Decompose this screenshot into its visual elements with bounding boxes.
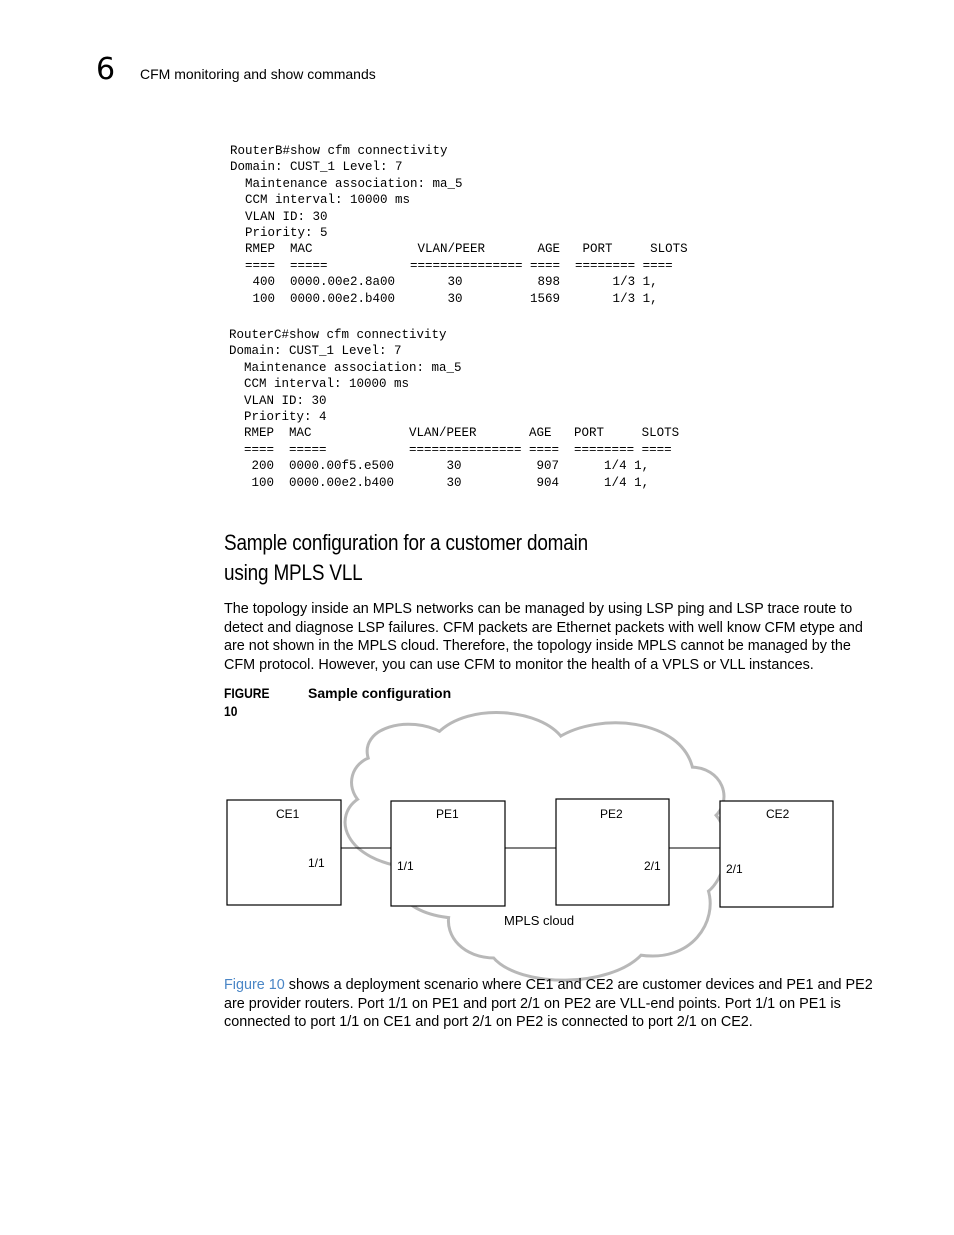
node-pe2-label: PE2 xyxy=(600,807,623,821)
code-routerc-line: Domain: CUST_1 Level: 7 xyxy=(229,344,402,359)
code-routerc-line: 100 0000.00e2.b400 30 904 1/4 1, xyxy=(229,475,650,490)
code-routerc-line: CCM interval: 10000 ms xyxy=(229,377,410,392)
code-routerb-line: Priority: 5 xyxy=(230,226,328,241)
node-ce2-label: CE2 xyxy=(766,807,790,821)
figure-label: FIGURE 10 xyxy=(224,685,270,719)
node-pe1-port: 1/1 xyxy=(397,859,414,873)
node-pe1 xyxy=(391,801,505,906)
code-routerc-line: 200 0000.00f5.e500 30 907 1/4 1, xyxy=(229,459,650,474)
node-pe2 xyxy=(556,799,669,905)
node-ce1-label: CE1 xyxy=(276,807,300,821)
code-routerb-line: RouterB#show cfm connectivity xyxy=(230,144,448,158)
code-routerb-line: 100 0000.00e2.b400 30 1569 1/3 1, xyxy=(230,291,658,306)
code-routerc-line: RMEP MAC VLAN/PEER AGE PORT SLOTS xyxy=(229,426,680,441)
node-ce2 xyxy=(720,801,833,907)
code-routerc-line: RouterC#show cfm connectivity xyxy=(229,328,447,342)
code-routerb-line: CCM interval: 10000 ms xyxy=(230,193,411,208)
code-routerb-line: VLAN ID: 30 xyxy=(230,209,328,224)
figure-title: Sample configuration xyxy=(308,685,452,701)
body-paragraph: The topology inside an MPLS networks can be managed by using LSP ping and LSP trace route to detect and diagnose LSP failures. CFM packets are Ethernet packets with well know CFM etype and are not shown in the MPLS cloud. Therefore, the topology inside MPLS cannot be managed by the CFM protocol. However, you can use CFM to monitor the health of a VPLS or VLL instances. xyxy=(224,601,863,674)
chapter-title: CFM monitoring and show commands xyxy=(140,66,376,82)
cloud-label: MPLS cloud xyxy=(504,913,575,928)
section-heading-line2: using MPLS VLL xyxy=(224,560,363,585)
node-pe2-port: 2/1 xyxy=(644,859,661,873)
section-heading-line1: Sample configuration for a customer domain xyxy=(224,530,589,555)
code-routerc-line: Maintenance association: ma_5 xyxy=(229,360,462,375)
node-ce2-port: 2/1 xyxy=(726,862,743,876)
figure-link[interactable]: Figure 10 xyxy=(224,977,285,993)
code-routerc-line: VLAN ID: 30 xyxy=(229,393,327,408)
code-routerb-line: Maintenance association: ma_5 xyxy=(230,176,463,191)
code-routerb-line: RMEP MAC VLAN/PEER AGE PORT SLOTS xyxy=(230,242,688,257)
node-pe1-label: PE1 xyxy=(436,807,459,821)
node-ce1 xyxy=(227,800,341,905)
node-ce1-port: 1/1 xyxy=(308,856,325,870)
body-paragraph-2 xyxy=(224,976,874,1032)
chapter-number: 6 xyxy=(96,52,116,87)
body-paragraph-2-text: shows a deployment scenario where CE1 and CE2 are customer devices and PE1 and PE2 are provider routers. Port 1/1 on PE1 and port 2/1 on PE2 are VLL-end points. Port 1/1 on PE1 is connected to port 1/1 on CE1 and port 2/1 on PE2 is connected to port 2/1 on CE2. xyxy=(224,977,873,1031)
code-routerb-line: Domain: CUST_1 Level: 7 xyxy=(230,160,403,175)
code-routerb-line: ==== ===== =============== ==== ======== ==== xyxy=(230,258,673,273)
code-routerc-line: ==== ===== =============== ==== ======== ==== xyxy=(229,442,672,457)
code-routerc-line: Priority: 4 xyxy=(229,410,327,425)
code-routerb-line: 400 0000.00e2.8a00 30 898 1/3 1, xyxy=(230,275,658,290)
